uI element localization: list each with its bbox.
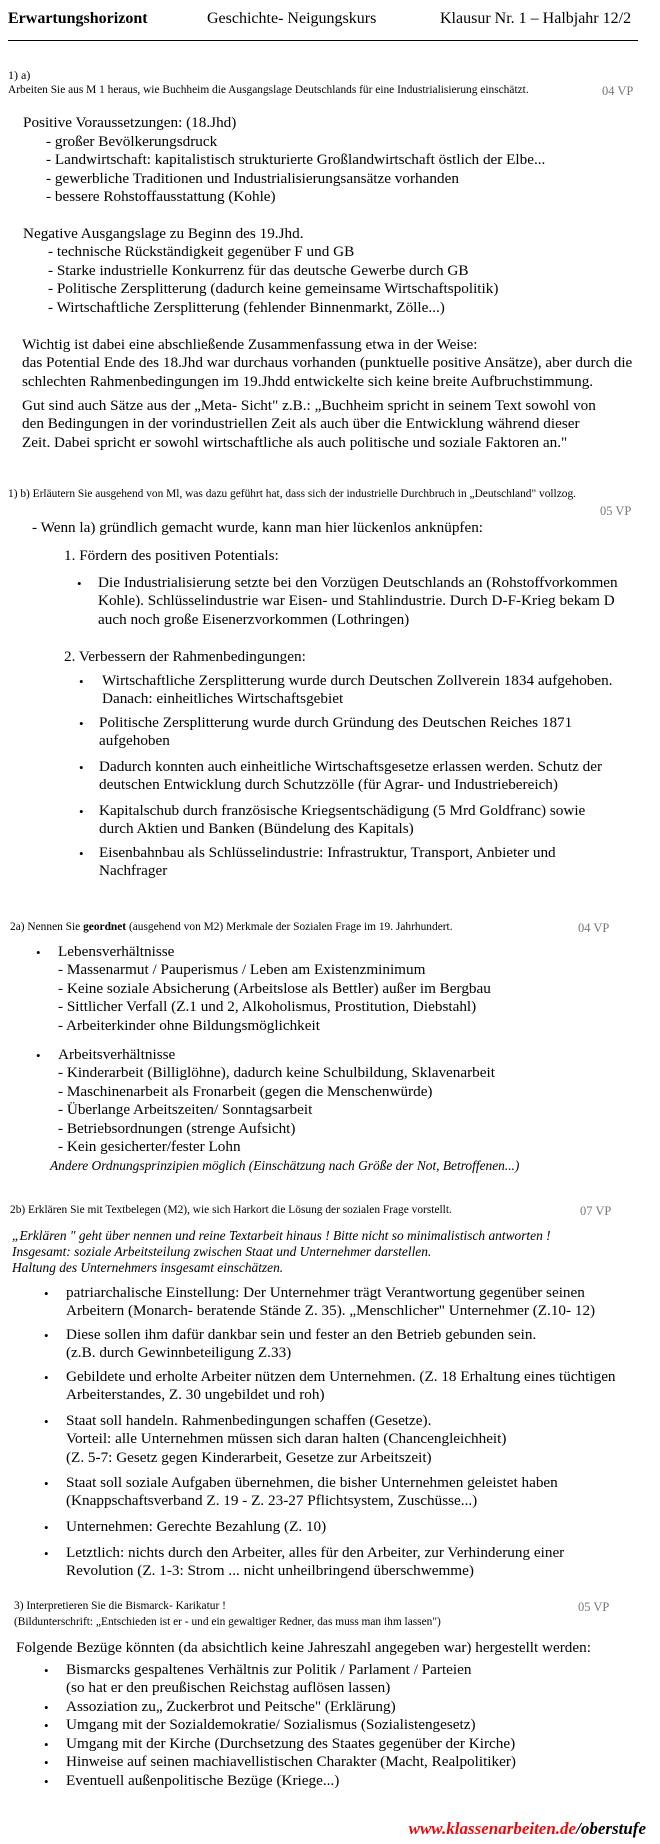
q1a-negative-item: - Wirtschaftliche Zersplitterung (fehlender Binnenmarkt, Zölle...)	[48, 299, 445, 316]
bullet: •	[44, 1328, 49, 1343]
q2a-group-title: Arbeitsverhältnisse	[58, 1046, 176, 1063]
q1b-point2-line: durch Aktien und Banken (Bündelung des Kapitals)	[99, 820, 414, 837]
q2b-note: Haltung des Unternehmers insgesamt einschätzen.	[12, 1260, 284, 1275]
q2b-item-line: Gebildete und erholte Arbeiter nützen dem Unternehmen. (Z. 18 Erhaltung eines tüchtigen	[66, 1368, 616, 1385]
footer-site: www.klassenarbeiten.de	[408, 1819, 577, 1838]
q3-item-line: Hinweise auf seinen machiavellistischen Charakter (Macht, Realpolitiker)	[66, 1753, 516, 1770]
q3-vp: 05 VP	[578, 1600, 610, 1614]
q2b-item-line: Staat soll soziale Aufgaben übernehmen, die bisher Unternehmen geleistet haben	[66, 1474, 558, 1491]
q2b-item-line: Vorteil: alle Unternehmen müssen sich daran halten (Chancengleichheit)	[66, 1430, 507, 1447]
q1a-negative-item: - Politische Zersplitterung (dadurch keine gemeinsame Wirtschaftspolitik)	[48, 280, 499, 297]
q2a-group-item: - Kinderarbeit (Billiglöhne), dadurch keine Schulbildung, Sklavenarbeit	[58, 1064, 495, 1081]
q2b-item-line: Arbeiterstandes, Z. 30 ungebildet und roh)	[66, 1386, 325, 1403]
footer-site-link[interactable]	[409, 1819, 646, 1839]
q1a-summary-line: schlechten Rahmenbedingungen im 19.Jhdd entwickelte sich keine breite Aufbruchstimmung.	[22, 373, 594, 390]
q1b-point2-line: Dadurch konnten auch einheitliche Wirtschaftsgesetze erlassen werden. Schutz der	[99, 758, 603, 775]
q1a-summary-line: das Potential Ende des 18.Jhd war durchaus vorhanden (punktuelle positive Ansätze), aber durch die	[22, 354, 633, 371]
bullet: •	[44, 1370, 49, 1385]
q1b-point2-line: Danach: einheitliches Wirtschaftsgebiet	[102, 690, 344, 707]
q1a-meta-line: Zeit. Dabei spricht er sowohl wirtschaftliche als auch politische und soziale Faktoren an."	[22, 434, 568, 451]
q1b-prompt: 1) b) Erläutern Sie ausgehend von Ml, was dazu geführt hat, dass sich der industrielle Durchbruch in „Deutschland" vollzog.	[8, 488, 577, 500]
q1a-positive-item: - bessere Rohstoffausstattung (Kohle)	[46, 188, 276, 205]
bullet: •	[44, 1286, 49, 1301]
q3-item-line: Assoziation zu„ Zuckerbrot und Peitsche" (Erklärung)	[66, 1698, 396, 1715]
q2a-group-item: - Keine soziale Absicherung (Arbeitslose als Bettler) außer im Bergbau	[58, 980, 491, 997]
q1b-point1-line: Die Industrialisierung setzte bei den Vorzügen Deutschlands an (Rohstoffvorkommen	[98, 574, 618, 591]
q2a-prompt-post: (ausgehend von M2) Merkmale der Sozialen Frage im 19. Jahrhundert.	[126, 921, 453, 933]
q3-item-line: Bismarcks gespaltenes Verhältnis zur Politik / Parlament / Parteien	[66, 1661, 472, 1678]
q1b-point2-line: Nachfrager	[99, 862, 168, 879]
q3-item-line: (so hat er den preußischen Reichstag auflösen lassen)	[66, 1679, 391, 1696]
bullet: •	[44, 1718, 49, 1733]
q2a-group-item: - Betriebsordnungen (strenge Aufsicht)	[58, 1120, 296, 1137]
q1a-summary-line: Wichtig ist dabei eine abschließende Zusammenfassung etwa in der Weise:	[22, 336, 478, 353]
q1b-point2-line: deutschen Entwicklung durch Schutzzölle (für Agrar- und Industriebereich)	[99, 776, 558, 793]
q2a-group-item: - Überlange Arbeitszeiten/ Sonntagsarbeit	[58, 1101, 313, 1118]
bullet: •	[44, 1414, 49, 1429]
q2a-prompt-bold: geordnet	[83, 921, 127, 933]
q1b-point2-title: 2. Verbessern der Rahmenbedingungen:	[64, 648, 306, 665]
q2b-item-line: Letztlich: nichts durch den Arbeiter, alles für den Arbeiter, zur Verhinderung einer	[66, 1544, 565, 1561]
q1b-vp: 05 VP	[600, 504, 632, 518]
q2a-prompt	[10, 921, 453, 933]
q2a-note: Andere Ordnungsprinzipien möglich (Einschätzung nach Größe der Not, Betroffenen...)	[50, 1158, 520, 1173]
footer-path: /oberstufe	[576, 1819, 646, 1838]
bullet: •	[79, 716, 84, 731]
q2b-item-line: Unternehmen: Gerechte Bezahlung (Z. 10)	[66, 1518, 327, 1535]
q2b-item-line: Revolution (Z. 1-3: Strom ... nicht unheilbringend überschwemme)	[66, 1562, 474, 1579]
q2b-item-line: Arbeitern (Monarch- beratende Stände Z. 35). „Menschlicher" Unternehmer (Z.10- 12)	[66, 1302, 596, 1319]
q2a-group-item: - Kein gesicherter/fester Lohn	[58, 1138, 241, 1155]
q2b-item-line: Staat soll handeln. Rahmenbedingungen schaffen (Gesetze).	[66, 1412, 432, 1429]
q3-item-line: Umgang mit der Sozialdemokratie/ Sozialismus (Sozialistengesetz)	[66, 1716, 476, 1733]
bullet: •	[77, 576, 82, 591]
bullet: •	[44, 1700, 49, 1715]
q1b-intro: - Wenn la) gründlich gemacht wurde, kann man hier lückenlos anknüpfen:	[32, 519, 484, 536]
bullet: •	[44, 1546, 49, 1561]
q1a-negative-item: - Starke industrielle Konkurrenz für das deutsche Gewerbe durch GB	[48, 262, 469, 279]
q3-caption: (Bildunterschrift: „Entschieden ist er - und ein gewaltiger Redner, das muss man ihm lassen")	[14, 1616, 441, 1628]
q1b-point1-line: Kohle). Schlüsselindustrie war Eisen- und Stahlindustrie. Durch D-F-Krieg bekam D	[98, 592, 615, 609]
bullet: •	[44, 1663, 49, 1678]
q1a-number: 1) a)	[8, 68, 31, 82]
q3-item-line: Eventuell außenpolitische Bezüge (Kriege...)	[66, 1772, 340, 1789]
q1b-point2-line: aufgehoben	[99, 732, 170, 749]
bullet: •	[79, 674, 84, 689]
q2a-group-item: - Maschinenarbeit als Fronarbeit (gegen die Menschenwürde)	[58, 1083, 433, 1100]
q1a-positive-title: Positive Voraussetzungen: (18.Jhd)	[23, 114, 237, 131]
bullet: •	[36, 945, 41, 960]
q1b-point2-line: Eisenbahnbau als Schlüsselindustrie: Infrastruktur, Transport, Anbieter und	[99, 844, 556, 861]
q1b-point1-title: 1. Fördern des positiven Potentials:	[64, 547, 279, 564]
bullet: •	[44, 1774, 49, 1789]
q2b-item-line: patriarchalische Einstellung: Der Unternehmer trägt Verantwortung gegenüber seinen	[66, 1284, 585, 1301]
q1a-prompt: Arbeiten Sie aus M 1 heraus, wie Buchheim die Ausgangslage Deutschlands für eine Industrialisierung einschätzt.	[8, 84, 529, 96]
q1a-negative-item: - technische Rückständigkeit gegenüber F und GB	[48, 243, 355, 260]
bullet: •	[79, 846, 84, 861]
q2b-prompt: 2b) Erklären Sie mit Textbelegen (M2), wie sich Harkort die Lösung der sozialen Frage vorstellt.	[10, 1204, 452, 1216]
header-subject: Geschichte- Neigungskurs	[207, 10, 377, 27]
bullet: •	[44, 1755, 49, 1770]
q2b-item-line: Diese sollen ihm dafür dankbar sein und fester an den Betrieb gebunden sein.	[66, 1326, 537, 1343]
bullet: •	[44, 1737, 49, 1752]
bullet: •	[79, 760, 84, 775]
header-rule	[8, 40, 638, 41]
q2b-item-line: (Knappschaftsverband Z. 19 - Z. 23-27 Pflichtsystem, Zuschüsse...)	[66, 1492, 478, 1509]
q2b-note: Insgesamt: soziale Arbeitsteilung zwischen Staat und Unternehmer darstellen.	[12, 1244, 432, 1259]
q2b-item-line: (Z. 5-7: Gesetz gegen Kinderarbeit, Gesetze zur Arbeitszeit)	[66, 1449, 432, 1466]
q3-prompt: 3) Interpretieren Sie die Bismarck- Karikatur !	[14, 1600, 226, 1612]
bullet: •	[44, 1476, 49, 1491]
q2b-item-line: (z.B. durch Gewinnbeteiligung Z.33)	[66, 1344, 292, 1361]
q2b-note: „Erklären " geht über nennen und reine Textarbeit hinaus ! Bitte nicht so minimalistisch antworten !	[12, 1228, 551, 1243]
q1a-meta-line: Gut sind auch Sätze aus der „Meta- Sicht" z.B.: „Buchheim spricht in seinem Text sowohl von	[22, 397, 596, 414]
q1b-point1-line: auch noch große Eisenerzvorkommen (Lothringen)	[98, 611, 410, 628]
q1a-positive-item: - gewerbliche Traditionen und Industrialisierungsansätze vorhanden	[46, 170, 459, 187]
q2a-group-item: - Massenarmut / Pauperismus / Leben am Existenzminimum	[58, 961, 426, 978]
q2a-group-item: - Sittlicher Verfall (Z.1 und 2, Alkoholismus, Prostitution, Diebstahl)	[58, 998, 477, 1015]
q1b-point2-line: Wirtschaftliche Zersplitterung wurde durch Deutschen Zollverein 1834 aufgehoben.	[102, 672, 613, 689]
q2a-vp: 04 VP	[578, 921, 610, 935]
header-exam: Klausur Nr. 1 – Halbjahr 12/2	[440, 10, 632, 27]
q2a-prompt-pre: 2a) Nennen Sie	[10, 921, 84, 933]
q1a-positive-item: - großer Bevölkerungsdruck	[46, 133, 218, 150]
header-title: Erwartungshorizont	[8, 10, 148, 27]
q3-intro: Folgende Bezüge könnten (da absichtlich keine Jahreszahl angegeben war) hergestellt werden:	[16, 1639, 591, 1656]
q1a-meta-line: den Bedingungen in der vorindustriellen Zeit als auch über die Entwicklung während dieser	[22, 415, 580, 432]
q2a-group-item: - Arbeiterkinder ohne Bildungsmöglichkeit	[58, 1017, 320, 1034]
q1a-vp: 04 VP	[602, 84, 634, 98]
bullet: •	[79, 804, 84, 819]
q3-item-line: Umgang mit der Kirche (Durchsetzung des Staates gegenüber der Kirche)	[66, 1735, 516, 1752]
q2a-group-title: Lebensverhältnisse	[58, 943, 175, 960]
q1a-positive-item: - Landwirtschaft: kapitalistisch strukturierte Großlandwirtschaft östlich der Elbe...	[46, 151, 546, 168]
q2b-vp: 07 VP	[580, 1204, 612, 1218]
bullet: •	[36, 1048, 41, 1063]
q1a-negative-title: Negative Ausgangslage zu Beginn des 19.Jhd.	[23, 225, 304, 242]
q1b-point2-line: Politische Zersplitterung wurde durch Gründung des Deutschen Reiches 1871	[99, 714, 573, 731]
q1b-point2-line: Kapitalschub durch französische Kriegsentschädigung (5 Mrd Goldfranc) sowie	[99, 802, 586, 819]
bullet: •	[44, 1520, 49, 1535]
